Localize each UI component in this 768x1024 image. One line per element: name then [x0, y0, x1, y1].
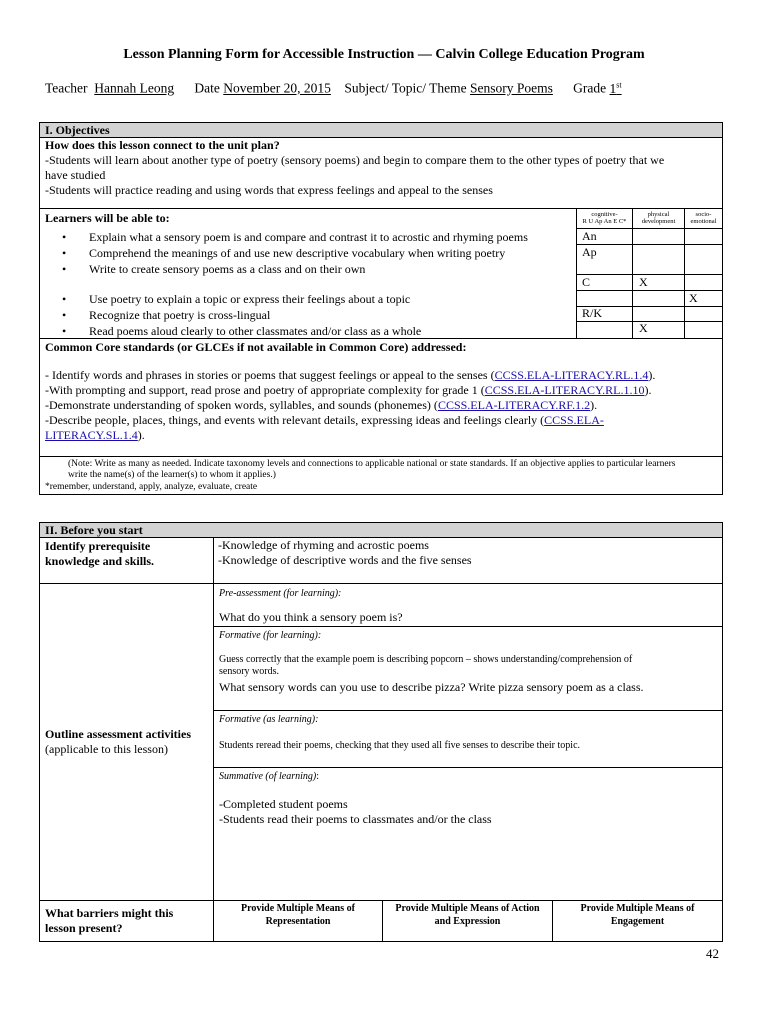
- subject-value: Sensory Poems: [470, 80, 553, 96]
- before-section-title: II. Before you start: [39, 522, 723, 538]
- page-number: 42: [706, 946, 719, 961]
- date-label: Date: [194, 80, 220, 96]
- subject-label: Subject/ Topic/ Theme: [344, 80, 467, 96]
- date-value: November 20, 2015: [223, 80, 331, 96]
- objective-list-a: [43, 229, 573, 277]
- summative-label: Summative (of learning):: [219, 771, 319, 782]
- grid-line: [576, 321, 723, 322]
- teacher-value: Hannah Leong: [94, 80, 175, 96]
- socio-value: X: [689, 291, 698, 305]
- standard-3: -Demonstrate understanding of spoken words, syllables, and sounds (phonemes) (CCSS.ELA-LITERACY.RF.1.2).: [45, 398, 598, 412]
- physical-value: X: [639, 275, 648, 289]
- standard-link[interactable]: LITERACY.SL.1.4: [45, 428, 138, 442]
- summative-text-1: -Completed student poems: [219, 797, 348, 811]
- formative-1-text-a: Guess correctly that the example poem is describing popcorn – shows understanding/comprehension of: [219, 654, 633, 665]
- divider: [39, 583, 723, 584]
- note-2: write the name(s) of the learner(s) to whom it applies.): [68, 470, 276, 480]
- means-representation: Provide Multiple Means of Representation: [241, 903, 355, 927]
- cognitive-value: An: [582, 229, 597, 243]
- formative-1-label: Formative (for learning):: [219, 630, 322, 641]
- note-3: *remember, understand, apply, analyze, evaluate, create: [45, 482, 258, 492]
- unit-question: How does this lesson connect to the unit plan?: [45, 138, 280, 152]
- summative-text-2: -Students read their poems to classmates and/or the class: [219, 812, 492, 826]
- note-1: (Note: Write as many as needed. Indicate taxonomy levels and connections to applicable national or state standards. If an objective applies to particular learners: [68, 459, 676, 469]
- means-action-expression: Provide Multiple Means of Action and Expression: [395, 903, 540, 927]
- unit-text-2: -Students will practice reading and using words that express feelings and appeal to the senses: [45, 183, 493, 197]
- unit-text-1: -Students will learn about another type of poetry (sensory poems) and begin to compare them to the other types of poetry that we: [45, 153, 665, 167]
- cognitive-value: R/K: [582, 306, 603, 320]
- means-engagement: Provide Multiple Means of Engagement: [580, 903, 695, 927]
- col-physical: physical development: [641, 211, 676, 225]
- assess-label: Outline assessment activities: [45, 727, 191, 741]
- grade-label: Grade: [573, 80, 607, 96]
- standard-2: -With prompting and support, read prose and poetry of appropriate complexity for grade 1 (CCSS.ELA-LITERACY.RL.1.10).: [45, 383, 652, 397]
- formative-1-text-b: sensory words.: [219, 666, 279, 677]
- unit-text-1b: have studied: [45, 168, 106, 182]
- grid-line: [552, 900, 553, 942]
- divider: [39, 900, 723, 901]
- list-item: • Use poetry to explain a topic or express their feelings about a topic: [43, 291, 573, 307]
- grade-value: 1st: [609, 80, 622, 96]
- grid-line: [576, 274, 723, 275]
- standard-link[interactable]: CCSS.ELA-LITERACY.RL.1.10: [484, 383, 645, 397]
- list-item: • Read poems aloud clearly to other classmates and/or class as a whole: [43, 323, 573, 339]
- formative-2-text: Students reread their poems, checking that they used all five senses to describe their topic.: [219, 740, 581, 751]
- assess-sub: (applicable to this lesson): [45, 742, 168, 756]
- prereq-1: -Knowledge of rhyming and acrostic poems: [218, 538, 429, 552]
- barriers-label: What barriers might this lesson present?: [45, 906, 174, 935]
- col-socio: socio- emotional: [690, 211, 717, 225]
- pre-assessment-label: Pre-assessment (for learning):: [219, 588, 342, 599]
- divider: [39, 456, 723, 457]
- objective-list-b: [43, 291, 573, 339]
- standard-link[interactable]: CCSS.ELA-: [544, 413, 604, 427]
- prereq-2: -Knowledge of descriptive words and the five senses: [218, 553, 472, 567]
- standard-link[interactable]: CCSS.ELA-LITERACY.RL.1.4: [494, 368, 649, 382]
- cognitive-value: C: [582, 275, 591, 289]
- standard-4-cont: LITERACY.SL.1.4).: [45, 428, 145, 442]
- divider: [213, 710, 723, 711]
- prereq-label: Identify prerequisite knowledge and skills.: [45, 539, 155, 568]
- standards-label: Common Core standards (or GLCEs if not available in Common Core) addressed:: [45, 340, 467, 354]
- col-cognitive: cognitive- R U Ap An E C*: [582, 211, 627, 225]
- grid-line: [213, 538, 214, 942]
- teacher-label: Teacher: [45, 80, 88, 96]
- formative-2-label: Formative (as learning):: [219, 714, 319, 725]
- standard-4: -Describe people, places, things, and events with relevant details, expressing ideas and feelings clearly (CCSS.ELA-: [45, 413, 604, 427]
- grid-line: [576, 290, 723, 291]
- learners-label: Learners will be able to:: [45, 211, 170, 225]
- list-item: • Explain what a sensory poem is and compare and contrast it to acrostic and rhyming poems: [43, 229, 573, 245]
- physical-value: X: [639, 321, 648, 335]
- standard-1: - Identify words and phrases in stories or poems that suggest feelings or appeal to the senses (CCSS.ELA-LITERACY.RL.1.4).: [45, 368, 656, 382]
- cognitive-value: Ap: [582, 245, 597, 259]
- list-item: • Comprehend the meanings of and use new descriptive vocabulary when writing poetry: [43, 245, 573, 261]
- assess-block: [45, 727, 210, 757]
- divider: [39, 208, 723, 209]
- grid-line: [382, 900, 383, 942]
- grid-line: [576, 228, 723, 229]
- header-line: [45, 80, 622, 97]
- objectives-section-title: I. Objectives: [39, 122, 723, 138]
- pre-assessment-text: What do you think a sensory poem is?: [219, 610, 403, 624]
- form-title: Lesson Planning Form for Accessible Instruction — Calvin College Education Program: [123, 47, 645, 62]
- divider: [213, 626, 723, 627]
- divider: [39, 338, 723, 339]
- standard-link[interactable]: CCSS.ELA-LITERACY.RF.1.2: [437, 398, 591, 412]
- formative-1-text-c: What sensory words can you use to describe pizza? Write pizza sensory poem as a class.: [219, 680, 644, 694]
- list-item: • Write to create sensory poems as a class and on their own: [43, 261, 573, 277]
- list-item: • Recognize that poetry is cross-lingual: [43, 307, 573, 323]
- grid-line: [576, 244, 723, 245]
